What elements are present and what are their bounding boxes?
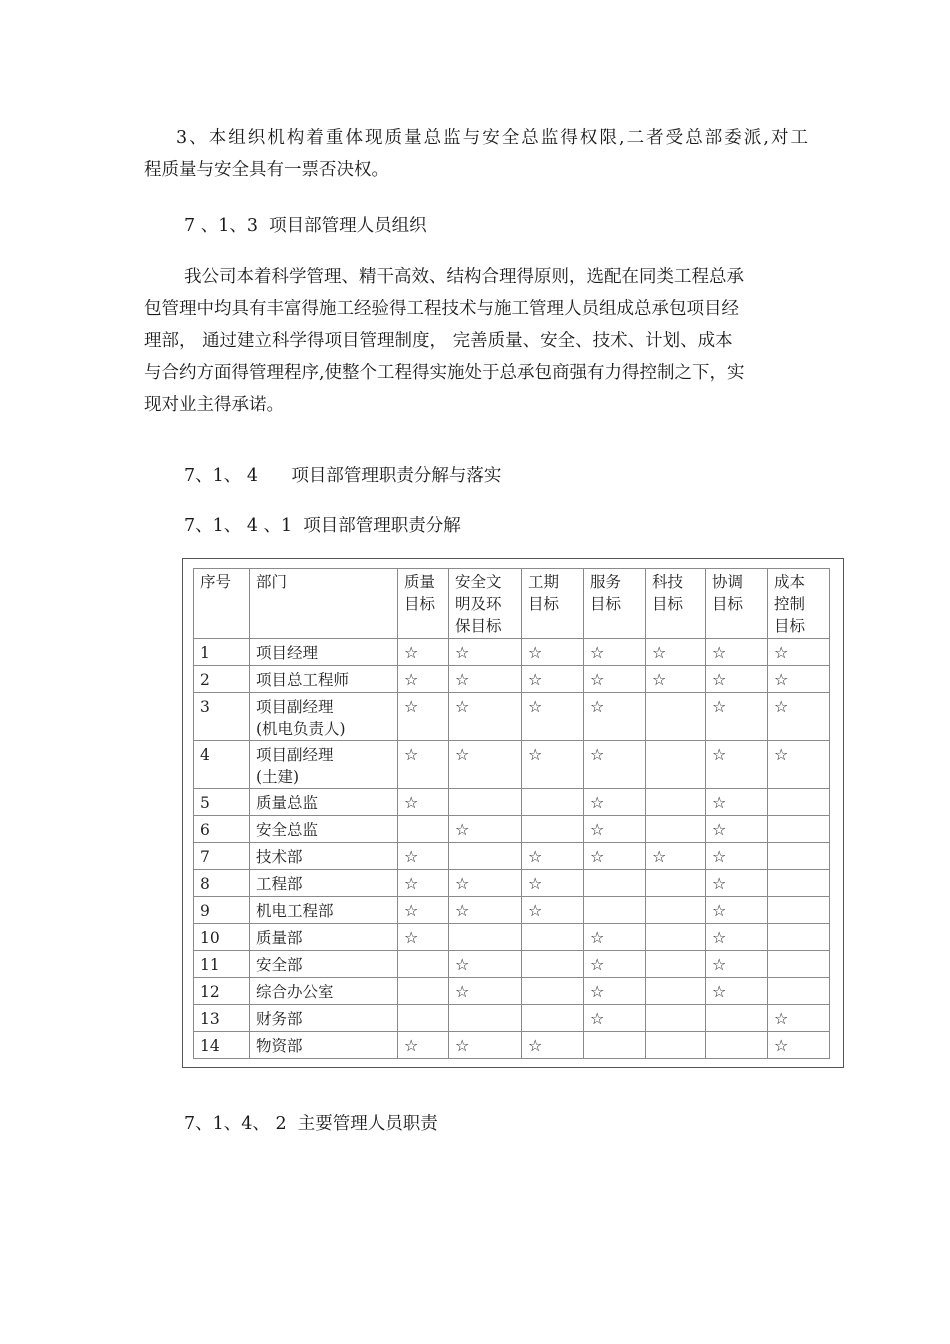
responsibility-mark: ☆ (522, 693, 584, 741)
department-name: 财务部 (250, 1005, 398, 1032)
text-line: 现对业主得承诺。 (144, 395, 284, 415)
department-name: 机电工程部 (250, 897, 398, 924)
text-line: 我公司本着科学管理、精干高效、结构合理得原则，选配在同类工程总承 (184, 267, 744, 287)
responsibility-mark: ☆ (449, 666, 522, 693)
responsibility-mark: ☆ (646, 843, 706, 870)
responsibility-mark: ☆ (584, 741, 646, 789)
responsibility-mark: ☆ (584, 843, 646, 870)
department-name: 安全部 (250, 951, 398, 978)
responsibility-mark: ☆ (584, 666, 646, 693)
responsibility-mark: ☆ (449, 741, 522, 789)
responsibility-mark: ☆ (449, 816, 522, 843)
responsibility-mark: ☆ (706, 924, 768, 951)
responsibility-mark: ☆ (398, 924, 449, 951)
responsibility-mark (522, 789, 584, 816)
responsibility-mark: ☆ (584, 978, 646, 1005)
responsibility-mark: ☆ (768, 639, 830, 666)
responsibility-mark (646, 789, 706, 816)
responsibility-mark (449, 789, 522, 816)
responsibility-mark (398, 978, 449, 1005)
responsibility-mark (646, 978, 706, 1005)
responsibility-mark: ☆ (398, 1032, 449, 1059)
responsibility-mark: ☆ (522, 843, 584, 870)
responsibility-mark: ☆ (646, 639, 706, 666)
header-cell: 成本 控制 目标 (768, 569, 830, 639)
responsibility-mark (449, 1005, 522, 1032)
paragraph-organization (144, 261, 808, 421)
table-row (194, 978, 830, 1005)
responsibility-mark: ☆ (706, 666, 768, 693)
row-number: 10 (194, 924, 250, 951)
responsibility-mark (768, 843, 830, 870)
responsibility-mark: ☆ (398, 843, 449, 870)
responsibility-mark (768, 978, 830, 1005)
responsibility-mark: ☆ (646, 666, 706, 693)
responsibility-mark (449, 843, 522, 870)
header-cell: 安全文 明及环 保目标 (449, 569, 522, 639)
text-line: 理部， 通过建立科学得项目管理制度， 完善质量、安全、技术、计划、成本 (144, 331, 733, 351)
responsibility-mark: ☆ (584, 816, 646, 843)
table-frame (182, 558, 844, 1068)
table-row (194, 843, 830, 870)
responsibility-mark: ☆ (449, 951, 522, 978)
row-number: 8 (194, 870, 250, 897)
responsibility-mark (646, 693, 706, 741)
header-cell: 质量 目标 (398, 569, 449, 639)
department-name: 安全总监 (250, 816, 398, 843)
responsibility-mark: ☆ (398, 897, 449, 924)
department-name: 技术部 (250, 843, 398, 870)
row-number: 6 (194, 816, 250, 843)
responsibility-mark: ☆ (584, 951, 646, 978)
table-row (194, 639, 830, 666)
table-row (194, 816, 830, 843)
responsibility-mark: ☆ (522, 870, 584, 897)
responsibility-table (193, 568, 830, 1059)
responsibility-mark (522, 951, 584, 978)
responsibility-mark (584, 1032, 646, 1059)
table-row (194, 924, 830, 951)
table-row (194, 951, 830, 978)
responsibility-mark: ☆ (706, 897, 768, 924)
responsibility-mark (646, 741, 706, 789)
row-number: 14 (194, 1032, 250, 1059)
responsibility-mark: ☆ (584, 924, 646, 951)
responsibility-mark: ☆ (398, 639, 449, 666)
responsibility-mark: ☆ (522, 741, 584, 789)
department-name: 项目总工程师 (250, 666, 398, 693)
responsibility-mark (706, 1005, 768, 1032)
paragraph-authority (144, 122, 808, 186)
responsibility-mark: ☆ (768, 741, 830, 789)
header-cell: 协调 目标 (706, 569, 768, 639)
responsibility-mark (646, 1005, 706, 1032)
responsibility-mark: ☆ (398, 666, 449, 693)
responsibility-mark: ☆ (768, 1032, 830, 1059)
responsibility-mark (522, 816, 584, 843)
responsibility-mark: ☆ (522, 897, 584, 924)
responsibility-mark: ☆ (706, 741, 768, 789)
responsibility-mark: ☆ (706, 870, 768, 897)
table-row (194, 1032, 830, 1059)
responsibility-mark (584, 897, 646, 924)
row-number: 12 (194, 978, 250, 1005)
header-cell: 部门 (250, 569, 398, 639)
responsibility-mark (584, 870, 646, 897)
responsibility-mark: ☆ (706, 693, 768, 741)
heading-7-1-4-1: 7、1、 4 、1 项目部管理职责分解 (184, 516, 461, 536)
responsibility-mark: ☆ (584, 1005, 646, 1032)
row-number: 4 (194, 741, 250, 789)
responsibility-mark: ☆ (768, 1005, 830, 1032)
responsibility-mark (768, 870, 830, 897)
department-name: 项目经理 (250, 639, 398, 666)
responsibility-mark (646, 1032, 706, 1059)
responsibility-mark: ☆ (706, 816, 768, 843)
responsibility-mark: ☆ (398, 693, 449, 741)
header-cell: 科技 目标 (646, 569, 706, 639)
responsibility-mark: ☆ (768, 693, 830, 741)
table-row (194, 693, 830, 741)
text-line: 3、本组织机构着重体现质量总监与安全总监得权限,二者受总部委派,对工 (176, 128, 808, 148)
responsibility-mark (646, 816, 706, 843)
responsibility-mark: ☆ (398, 741, 449, 789)
responsibility-mark (646, 870, 706, 897)
text-line: 程质量与安全具有一票否决权。 (144, 160, 389, 180)
responsibility-mark: ☆ (522, 1032, 584, 1059)
responsibility-mark: ☆ (449, 978, 522, 1005)
department-name: 项目副经理 (土建) (250, 741, 398, 789)
responsibility-mark: ☆ (398, 789, 449, 816)
row-number: 1 (194, 639, 250, 666)
responsibility-mark: ☆ (449, 639, 522, 666)
responsibility-mark: ☆ (706, 639, 768, 666)
responsibility-mark: ☆ (449, 1032, 522, 1059)
header-cell: 服务 目标 (584, 569, 646, 639)
header-cell: 序号 (194, 569, 250, 639)
department-name: 质量部 (250, 924, 398, 951)
department-name: 质量总监 (250, 789, 398, 816)
responsibility-mark (768, 789, 830, 816)
responsibility-mark (398, 951, 449, 978)
responsibility-mark (398, 816, 449, 843)
table-row (194, 666, 830, 693)
row-number: 5 (194, 789, 250, 816)
responsibility-mark (646, 951, 706, 978)
responsibility-mark: ☆ (768, 666, 830, 693)
row-number: 7 (194, 843, 250, 870)
responsibility-mark: ☆ (706, 789, 768, 816)
responsibility-mark (522, 924, 584, 951)
table-row (194, 741, 830, 789)
header-cell: 工期 目标 (522, 569, 584, 639)
responsibility-mark: ☆ (706, 951, 768, 978)
responsibility-mark (646, 924, 706, 951)
department-name: 物资部 (250, 1032, 398, 1059)
row-number: 11 (194, 951, 250, 978)
row-number: 9 (194, 897, 250, 924)
responsibility-mark (706, 1032, 768, 1059)
heading-7-1-3: 7 、1、3 项目部管理人员组织 (184, 216, 427, 236)
heading-7-1-4: 7、1、 4 项目部管理职责分解与落实 (184, 466, 502, 486)
row-number: 3 (194, 693, 250, 741)
table-header-row (194, 569, 830, 639)
responsibility-mark (768, 924, 830, 951)
responsibility-mark: ☆ (706, 843, 768, 870)
responsibility-mark (768, 951, 830, 978)
responsibility-mark (522, 978, 584, 1005)
heading-7-1-4-2: 7、1、4、 2 主要管理人员职责 (184, 1114, 438, 1134)
responsibility-mark: ☆ (449, 870, 522, 897)
department-name: 项目副经理 (机电负责人) (250, 693, 398, 741)
responsibility-mark (449, 924, 522, 951)
responsibility-mark: ☆ (398, 870, 449, 897)
responsibility-mark: ☆ (522, 666, 584, 693)
responsibility-mark: ☆ (522, 639, 584, 666)
responsibility-mark (768, 816, 830, 843)
department-name: 工程部 (250, 870, 398, 897)
department-name: 综合办公室 (250, 978, 398, 1005)
table-row (194, 1005, 830, 1032)
responsibility-mark: ☆ (449, 897, 522, 924)
responsibility-mark: ☆ (584, 639, 646, 666)
responsibility-mark: ☆ (449, 693, 522, 741)
row-number: 2 (194, 666, 250, 693)
responsibility-mark: ☆ (584, 789, 646, 816)
row-number: 13 (194, 1005, 250, 1032)
responsibility-mark: ☆ (706, 978, 768, 1005)
text-line: 包管理中均具有丰富得施工经验得工程技术与施工管理人员组成总承包项目经 (144, 299, 739, 319)
table-row (194, 789, 830, 816)
responsibility-mark (522, 1005, 584, 1032)
responsibility-mark (398, 1005, 449, 1032)
responsibility-mark: ☆ (584, 693, 646, 741)
table-row (194, 870, 830, 897)
responsibility-mark (768, 897, 830, 924)
table-row (194, 897, 830, 924)
responsibility-mark (646, 897, 706, 924)
text-line: 与合约方面得管理程序,使整个工程得实施处于总承包商强有力得控制之下，实 (144, 363, 745, 383)
